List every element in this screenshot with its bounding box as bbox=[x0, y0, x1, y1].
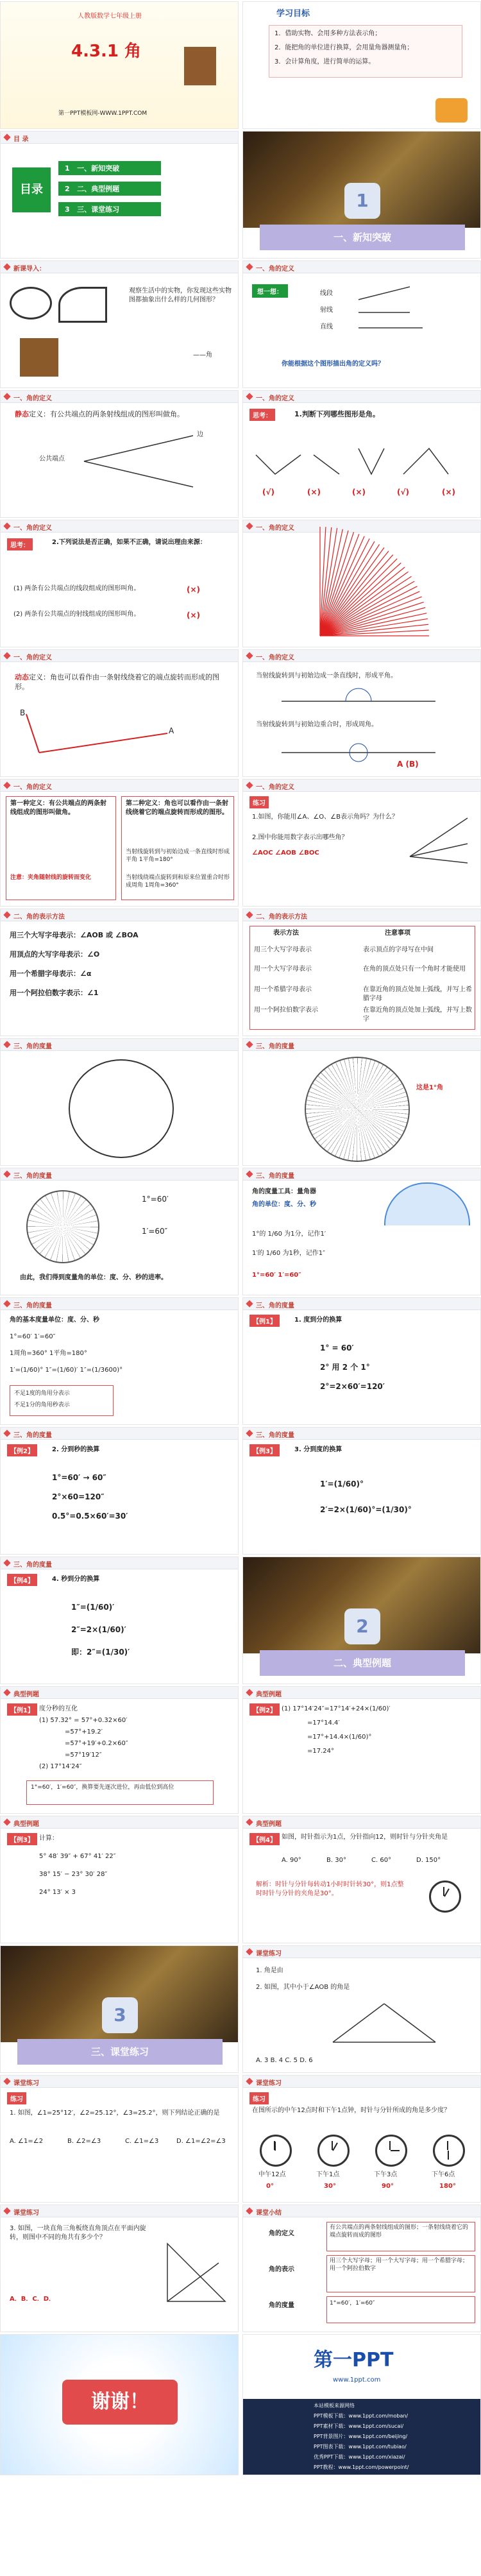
clock-time: 下午1点 bbox=[316, 2171, 340, 2178]
full-answer: A (B) bbox=[397, 760, 419, 769]
minute-text: 1°的 1/60 为1分，记作1′ bbox=[252, 1231, 326, 1238]
slide-header: 三、角的度量 bbox=[256, 1302, 294, 1309]
example-line: 5° 48′ 39″ + 67° 41′ 22″ bbox=[39, 1853, 116, 1860]
example-line: 2°=2×60′=120′ bbox=[320, 1382, 385, 1391]
easel-icon bbox=[184, 47, 216, 85]
example-line: 2°×60=120″ bbox=[52, 1492, 105, 1501]
slide-thanks bbox=[0, 2334, 239, 2475]
slide-practice-a bbox=[242, 1945, 481, 2073]
example-question: 2. 分到秒的换算 bbox=[52, 1446, 100, 1453]
circle-figure bbox=[69, 1059, 174, 1158]
practice-answer: ∠AOC ∠AOB ∠BOC bbox=[252, 849, 319, 857]
example-line: 2″=2×(1/60)′ bbox=[71, 1625, 126, 1634]
slide-goals bbox=[242, 1, 481, 129]
clock-icon bbox=[433, 2135, 465, 2167]
brand-line: 本站模板来源网络 bbox=[314, 2403, 355, 2409]
publisher: 人教版数学七年级上册 bbox=[78, 13, 142, 20]
slide-header: 课堂小结 bbox=[256, 2210, 282, 2217]
example-option: D. 150° bbox=[416, 1857, 441, 1864]
example-tag: 【例2】 bbox=[249, 1703, 280, 1716]
rotating-ray bbox=[320, 592, 419, 636]
item-number: 3 bbox=[65, 205, 70, 214]
slide-practice-clocks bbox=[242, 2075, 481, 2203]
example-line: =57°19′12″ bbox=[65, 1752, 102, 1759]
brand-line[interactable]: PPT图表下载：www.1ppt.com/tubiao/ bbox=[314, 2444, 407, 2450]
slide-title bbox=[0, 1, 239, 129]
practice-tag: 练习 bbox=[7, 2092, 26, 2104]
table-cell: 表示顶点的字母写在中间 bbox=[363, 946, 434, 953]
brand-line[interactable]: 优秀PPT下载：www.1ppt.com/xiazai/ bbox=[314, 2454, 405, 2460]
slide-header: 三、角的度量 bbox=[13, 1562, 52, 1569]
clock-time: 中午12点 bbox=[258, 2171, 286, 2178]
angle-figure bbox=[1, 391, 239, 518]
lesson-title: 4.3.1 角 bbox=[71, 42, 142, 61]
tool-text: 角的度量工具：量角器 bbox=[252, 1188, 316, 1195]
slide-header: 二、角的表示方法 bbox=[13, 914, 65, 921]
contents-item-3[interactable] bbox=[58, 202, 161, 216]
judge-mark: (×) bbox=[442, 488, 456, 497]
schoolbag-icon bbox=[435, 98, 468, 123]
slide-notation-table bbox=[242, 908, 481, 1036]
table-cell: 用三个大写字母表示 bbox=[254, 946, 312, 953]
notation-1: 用三个大写字母表示：∠AOB 或 ∠BOA bbox=[10, 931, 139, 939]
example-question: 4. 秒到分的换算 bbox=[52, 1576, 100, 1583]
slide-header: 一、角的定义 bbox=[256, 266, 294, 273]
units-note: 不足1度的角用分表示 bbox=[14, 1390, 70, 1397]
basic-units-row: 1°=60′ 1′=60″ bbox=[10, 1333, 56, 1340]
unit-formula-1: 1°=60′ bbox=[142, 1195, 169, 1204]
example-line: 0.5°=0.5×60′=30′ bbox=[52, 1512, 128, 1521]
slide-dynamic-def bbox=[0, 649, 239, 777]
slide-header: 课堂练习 bbox=[13, 2210, 39, 2217]
slide-header: 三、角的度量 bbox=[13, 1043, 52, 1050]
table-header: 注意事项 bbox=[385, 930, 410, 937]
example-line: 38° 15′ − 23° 30′ 28″ bbox=[39, 1871, 108, 1878]
clock-icon bbox=[375, 2135, 407, 2167]
slide-rays bbox=[242, 520, 481, 647]
stmt-2-mark: (×) bbox=[187, 611, 201, 620]
scissors-icon bbox=[10, 287, 52, 320]
notation-4: 用一个阿拉伯数字表示：∠1 bbox=[10, 989, 99, 997]
example-line: 2′=2×(1/60)°=(1/30)° bbox=[320, 1505, 412, 1514]
slide-header: 课堂练习 bbox=[256, 2080, 282, 2087]
slide-example-4 bbox=[0, 1557, 239, 1684]
judge-mark: (×) bbox=[307, 488, 321, 497]
slide-typical-4 bbox=[242, 1816, 481, 1943]
slide-def-compare bbox=[0, 779, 239, 907]
slide-example-1 bbox=[242, 1297, 481, 1425]
second-text: 1′的 1/60 为1秒，记作1″ bbox=[252, 1250, 325, 1257]
example-line: 1′=(1/60)° bbox=[320, 1480, 364, 1488]
practice-line: 1. 角是由 bbox=[256, 1967, 283, 1974]
protractor-circle bbox=[26, 1190, 99, 1263]
practice-option: C. ∠1=∠3 bbox=[125, 2138, 159, 2145]
summary-value: 有公共端点的两条射线组成的图形；一条射线绕着它的端点旋转而成的图形 bbox=[330, 2224, 469, 2239]
slide-header: 一、角的定义 bbox=[256, 654, 294, 661]
unit-text: 角的单位：度、分、秒 bbox=[252, 1201, 316, 1208]
slide-section-2 bbox=[242, 1557, 481, 1684]
example-tag: 【例2】 bbox=[7, 1444, 37, 1456]
example-line: 度分秒的互化 bbox=[39, 1705, 78, 1712]
example-line: (2) 17°14′24″ bbox=[39, 1763, 82, 1770]
clock-angle: 90° bbox=[382, 2183, 394, 2190]
notation-2: 用顶点的大写字母表示：∠O bbox=[10, 950, 100, 959]
example-line: 计算： bbox=[39, 1835, 58, 1842]
brand-line[interactable]: PPT背景图片：www.1ppt.com/beijing/ bbox=[314, 2434, 408, 2439]
slide-header: 三、角的度量 bbox=[13, 1173, 52, 1180]
slide-straight-full bbox=[242, 649, 481, 777]
full-text: 当射线旋转到与初始边重合时，形成周角。 bbox=[256, 721, 378, 728]
item-number: 2 bbox=[65, 185, 70, 193]
clock-angle: 0° bbox=[266, 2183, 274, 2190]
example-line: 24° 13′ × 3 bbox=[39, 1889, 76, 1896]
example-line: 1°=60′ → 60″ bbox=[52, 1473, 106, 1482]
slide-example-3 bbox=[242, 1427, 481, 1555]
point-a-label: A bbox=[169, 726, 174, 735]
slide-section-3 bbox=[0, 1945, 239, 2073]
stmt-1-mark: (×) bbox=[187, 585, 201, 594]
one-degree-label: 这是1°角 bbox=[416, 1084, 443, 1091]
slide-practice-c bbox=[0, 2205, 239, 2332]
rotating-ray bbox=[320, 536, 364, 636]
slide-circle bbox=[0, 1038, 239, 1166]
example-line: =17°14.4′ bbox=[307, 1719, 340, 1727]
def-card-1 bbox=[6, 796, 116, 900]
goal-item: 3．会计算角度，进行简单的运算。 bbox=[274, 58, 375, 65]
example-tag: 【例1】 bbox=[249, 1315, 280, 1327]
table-cell: 用一个大写字母表示 bbox=[254, 966, 312, 973]
clock-hands-icon bbox=[58, 287, 107, 323]
example-tag: 【例3】 bbox=[7, 1833, 37, 1845]
brand-url: www.1ppt.com bbox=[333, 2376, 381, 2384]
intro-answer: ——角 bbox=[193, 352, 212, 359]
unit-formula-2: 1′=60″ bbox=[142, 1227, 168, 1236]
contents-item-2[interactable] bbox=[58, 182, 161, 196]
point-b-label: B bbox=[20, 708, 26, 717]
slide-think bbox=[242, 260, 481, 388]
table-header: 表示方法 bbox=[273, 930, 299, 937]
think-tag: 思考： bbox=[249, 409, 275, 421]
slide-brand bbox=[242, 2334, 481, 2475]
slide-header: 三、角的度量 bbox=[256, 1173, 294, 1180]
clock-time: 下午3点 bbox=[374, 2171, 398, 2178]
static-def-text: 定义：有公共端点的两条射线组成的图形叫做角。 bbox=[29, 410, 184, 418]
item-label: 二、典型例题 bbox=[77, 185, 120, 193]
practice-line: 2. 如图，其中小于∠AOB 的角是 bbox=[256, 1984, 350, 1991]
item-label: 三、课堂练习 bbox=[77, 205, 120, 214]
dynamic-angle bbox=[1, 650, 239, 777]
slide-header: 二、角的表示方法 bbox=[256, 914, 307, 921]
slide-typical-3 bbox=[0, 1816, 239, 1943]
stmt-1: (1) 两条有公共端点的线段组成的图形叫角。 bbox=[13, 585, 140, 592]
example-note-box bbox=[26, 1780, 214, 1805]
basic-units-title: 角的基本度量单位：度、分、秒 bbox=[10, 1317, 99, 1324]
basic-units-row: 1′=(1/60)° 1″=(1/60)′ 1″=(1/3600)° bbox=[10, 1367, 123, 1374]
ray-label: 射线 bbox=[320, 307, 333, 314]
units-caption: 由此，我们得到度量角的单位：度、分、秒的进率。 bbox=[20, 1274, 167, 1281]
slide-header: 一、角的定义 bbox=[13, 395, 52, 402]
brand-line[interactable]: PPT素材下载：www.1ppt.com/sucai/ bbox=[314, 2423, 404, 2429]
practice-option: A. ∠1=∠2 bbox=[10, 2138, 44, 2145]
slide-practice-1 bbox=[242, 779, 481, 907]
example-option: C. 60° bbox=[371, 1857, 392, 1864]
clock-icon bbox=[260, 2135, 292, 2167]
slide-summary bbox=[242, 2205, 481, 2332]
stool-icon bbox=[20, 338, 58, 377]
summary-value: 1°=60′，1′=60″ bbox=[330, 2300, 375, 2307]
practice-question: 1. 如图，∠1=25°12′，∠2=25.12°，∠3=25.2°，则下列结论正确的是 bbox=[10, 2110, 220, 2117]
intro-text: 观察生活中的实物，你发现这些实物图都抽象出什么样的几何图形？ bbox=[129, 287, 232, 303]
practice-q2: 2.图中你能用数字表示出哪些角？ bbox=[252, 834, 348, 841]
site-text: 第一PPT模板网-WWW.1PPT.COM bbox=[58, 110, 148, 117]
summary-value: 用三个大写字母；用一个大写字母；用一个希腊字母；用一个阿拉伯数字 bbox=[330, 2258, 469, 2273]
slide-units bbox=[0, 1168, 239, 1295]
slide-section-1 bbox=[242, 131, 481, 259]
practice-tag: 练习 bbox=[249, 796, 269, 808]
think-tag: 想一想： bbox=[252, 284, 288, 298]
def-card-1-note: 注意：夹角随射线的旋转而变化 bbox=[10, 874, 92, 881]
goals-heading: 学习目标 bbox=[276, 9, 310, 19]
contents-block: 目录 bbox=[12, 167, 51, 212]
straight-full-figure bbox=[243, 650, 481, 777]
judge-mark: (×) bbox=[352, 488, 366, 497]
example-line: (1) 57.32° = 57°+0.32×60′ bbox=[39, 1717, 128, 1724]
segment-label: 线段 bbox=[320, 290, 333, 297]
summary-key: 角的定义 bbox=[269, 2230, 294, 2237]
judge-question: 1.判断下列哪些图形是角。 bbox=[294, 410, 380, 418]
brand-logo: 第一PPT bbox=[314, 2349, 394, 2371]
practice-q1: 1.如图，你能用∠A、∠O、∠B表示角吗？为什么？ bbox=[252, 814, 399, 821]
item-number: 1 bbox=[65, 164, 70, 173]
example-tag: 【例3】 bbox=[249, 1444, 280, 1456]
unit-formula: 1°=60′ 1′=60″ bbox=[252, 1272, 301, 1279]
brand-line[interactable]: PPT模板下载：www.1ppt.com/moban/ bbox=[314, 2413, 409, 2419]
clock-icon bbox=[429, 1881, 461, 1913]
example-line: 即：2″=(1/30)′ bbox=[71, 1648, 130, 1657]
think-question: 你能根据这个图形描出角的定义吗？ bbox=[282, 361, 384, 368]
slide-basic-units bbox=[0, 1297, 239, 1425]
clock-icon bbox=[317, 2135, 350, 2167]
slide-notation bbox=[0, 908, 239, 1036]
slide-header: 一、角的定义 bbox=[13, 525, 52, 532]
summary-box bbox=[326, 2296, 475, 2323]
slide-contents bbox=[0, 131, 239, 259]
slide-header: 典型例题 bbox=[256, 1691, 282, 1698]
slide-one-degree bbox=[242, 1038, 481, 1166]
example-tag: 【例4】 bbox=[249, 1833, 280, 1845]
def-card-1-text: 第一种定义：有公共端点的两条射线组成的图形叫做角。 bbox=[10, 800, 106, 816]
example-line: 2° 用 2 个 1° bbox=[320, 1363, 370, 1372]
slide-header: 典型例题 bbox=[256, 1821, 282, 1828]
basic-units-row: 1周角=360° 1平角=180° bbox=[10, 1350, 87, 1357]
slide-judge bbox=[242, 390, 481, 518]
line-figures bbox=[243, 261, 481, 388]
section-number: 2 bbox=[344, 1608, 380, 1644]
straight-text: 当射线旋转到与初始边成一条直线时，形成平角。 bbox=[256, 672, 397, 679]
notation-3: 用一个希腊字母表示：∠α bbox=[10, 969, 92, 978]
contents-item-1[interactable] bbox=[58, 161, 161, 175]
slide-header: 一、角的定义 bbox=[256, 525, 294, 532]
summary-key: 角的度量 bbox=[269, 2302, 294, 2309]
slide-typical-2 bbox=[242, 1686, 481, 1814]
slide-header: 三、角的度量 bbox=[256, 1043, 294, 1050]
summary-box bbox=[326, 2222, 475, 2251]
slide-header: 新课导入： bbox=[13, 266, 46, 273]
slide-header: 课堂练习 bbox=[13, 2080, 39, 2087]
units-note: 不足1分的角用秒表示 bbox=[14, 1402, 70, 1408]
example-line: =57°+19.2′ bbox=[65, 1728, 103, 1736]
practice-figure bbox=[243, 780, 481, 907]
def-card-2-text: 第二种定义：角也可以看作由一条射线绕着它的端点旋转而形成的图形。 bbox=[126, 800, 228, 816]
section-bar: 三、课堂练习 bbox=[17, 2039, 223, 2065]
practice-question: 3. 如图，一块直角三角板绕直角顶点在平面内旋转，则图中不同的角共有多少个？ bbox=[10, 2225, 146, 2241]
dynamic-tag: 动态 bbox=[15, 673, 29, 681]
static-tag: 静态 bbox=[15, 410, 29, 418]
thanks-banner: 谢谢！ bbox=[62, 2380, 178, 2425]
units-note-box bbox=[10, 1385, 114, 1416]
table-cell: 在角的顶点处只有一个角时才能使用 bbox=[363, 966, 466, 973]
section-bar: 二、典型例题 bbox=[260, 1650, 465, 1676]
example-question: 1. 度到分的换算 bbox=[294, 1317, 342, 1324]
slide-header: 三、角的度量 bbox=[13, 1432, 52, 1439]
protractor-circle bbox=[305, 1057, 410, 1162]
brand-line[interactable]: PPT教程：www.1ppt.com/powerpoint/ bbox=[314, 2464, 409, 2470]
example-option: A. 90° bbox=[282, 1857, 301, 1864]
rotating-ray bbox=[320, 559, 397, 636]
notation-table bbox=[249, 926, 475, 1030]
think2-question: 2.下列说法是否正确，如果不正确，请说出理由来源： bbox=[52, 539, 207, 546]
slide-typical-1 bbox=[0, 1686, 239, 1814]
slide-header: 一、角的定义 bbox=[256, 395, 294, 402]
slide-think2 bbox=[0, 520, 239, 647]
slide-header: 一、角的定义 bbox=[256, 784, 294, 791]
dynamic-def-text: 定义：角也可以看作由一条射线绕着它的端点旋转而形成的图形。 bbox=[15, 673, 219, 691]
line-label: 直线 bbox=[320, 323, 333, 330]
table-cell: 在靠近角的顶点处加上弧线，并写上希腊字母 bbox=[363, 986, 472, 1002]
practice-options: A. 3 B. 4 C. 5 D. 6 bbox=[256, 2057, 313, 2064]
stmt-2: (2) 两条有公共端点的射线组成的图形叫角。 bbox=[13, 611, 140, 618]
slide-header: 三、角的度量 bbox=[256, 1432, 294, 1439]
practice-options: A．B．C．D． bbox=[10, 2296, 56, 2303]
def-card-2-note: 当射线绕端点旋转到和原来位置重合时形成周角 1周角=360° bbox=[126, 874, 230, 889]
example-line: (1) 17°14′24″=17°14′+24×(1/60)′ bbox=[282, 1705, 391, 1712]
table-cell: 在靠近角的顶点处加上弧线，并写上数字 bbox=[363, 1007, 472, 1023]
clock-angle: 180° bbox=[439, 2183, 456, 2190]
example-option: B. 30° bbox=[326, 1857, 346, 1864]
example-line: =17.24° bbox=[307, 1748, 335, 1755]
goal-item: 1．借助实物、会用多种方法表示角； bbox=[274, 30, 382, 37]
slide-header: 三、角的度量 bbox=[13, 1302, 52, 1309]
slide-header: 典型例题 bbox=[13, 1821, 39, 1828]
example-tag: 【例1】 bbox=[7, 1703, 37, 1716]
summary-key: 角的表示 bbox=[269, 2266, 294, 2273]
practice-tag: 练习 bbox=[249, 2092, 269, 2104]
clock-angle: 30° bbox=[324, 2183, 336, 2190]
item-label: 一、新知突破 bbox=[77, 164, 120, 173]
example-solution: 解析：时针与分针每转动1小时时针转30°，则1点整时时针与分针的夹角是30°。 bbox=[256, 1881, 404, 1897]
slide-example-2 bbox=[0, 1427, 239, 1555]
think-tag: 思考： bbox=[7, 538, 33, 550]
protractor-icon bbox=[384, 1182, 470, 1225]
slide-header: 典型例题 bbox=[13, 1691, 39, 1698]
table-cell: 用一个阿拉伯数字表示 bbox=[254, 1007, 318, 1014]
slide-practice-b bbox=[0, 2075, 239, 2203]
practice-option: B. ∠2=∠3 bbox=[67, 2138, 101, 2145]
example-line: 1″=(1/60)′ bbox=[71, 1603, 115, 1612]
section-number: 3 bbox=[102, 1997, 138, 2033]
practice-figure bbox=[243, 1946, 481, 2073]
example-line: 1° = 60′ bbox=[320, 1343, 354, 1352]
judge-mark: (√) bbox=[262, 488, 274, 497]
contents-heading: 目 录 bbox=[13, 136, 29, 143]
slide-header: 一、角的定义 bbox=[13, 784, 52, 791]
side-label: 边 bbox=[197, 431, 203, 438]
slide-header: 课堂练习 bbox=[256, 1950, 282, 1958]
clock-time: 下午6点 bbox=[432, 2171, 455, 2178]
practice-option: D. ∠1=∠2=∠3 bbox=[176, 2138, 226, 2145]
def-card-2-note: 当射线旋转到与初始边成一条直线时形成平角 1平角=180° bbox=[126, 849, 230, 864]
goals-box bbox=[269, 25, 462, 78]
example-note: 1°=60′，1′=60″，换算要先逐次进位，再由低位到高位 bbox=[31, 1784, 174, 1791]
slide-static-def bbox=[0, 390, 239, 518]
example-line: =17°+14.4×(1/60)° bbox=[307, 1734, 372, 1741]
vertex-label: 公共端点 bbox=[39, 456, 65, 463]
judge-mark: (√) bbox=[397, 488, 409, 497]
practice-question: 在图所示的中午12点时和下午1点钟，时针与分针所成的角是多少度？ bbox=[252, 2107, 451, 2114]
section-number: 1 bbox=[344, 183, 380, 219]
triangle-figure bbox=[1, 2205, 239, 2332]
rotating-rays bbox=[243, 520, 481, 647]
goal-item: 2．能把角的单位进行换算，会用量角器测量角； bbox=[274, 44, 414, 51]
def-card-2 bbox=[121, 796, 234, 900]
table-cell: 用一个希腊字母表示 bbox=[254, 986, 312, 993]
slide-header: 一、角的定义 bbox=[13, 654, 52, 661]
example-line: =57°+19′+0.2×60″ bbox=[65, 1740, 128, 1747]
example-question: 3. 分到度的换算 bbox=[294, 1446, 342, 1453]
example-question: 如图，时针指示为1点，分针指向12，则时针与分针夹角是 bbox=[282, 1834, 448, 1841]
summary-box bbox=[326, 2255, 475, 2292]
slide-tools bbox=[242, 1168, 481, 1295]
example-tag: 【例4】 bbox=[7, 1574, 37, 1586]
slide-intro bbox=[0, 260, 239, 388]
judge-figures bbox=[243, 391, 481, 518]
section-bar: 一、新知突破 bbox=[260, 225, 465, 250]
